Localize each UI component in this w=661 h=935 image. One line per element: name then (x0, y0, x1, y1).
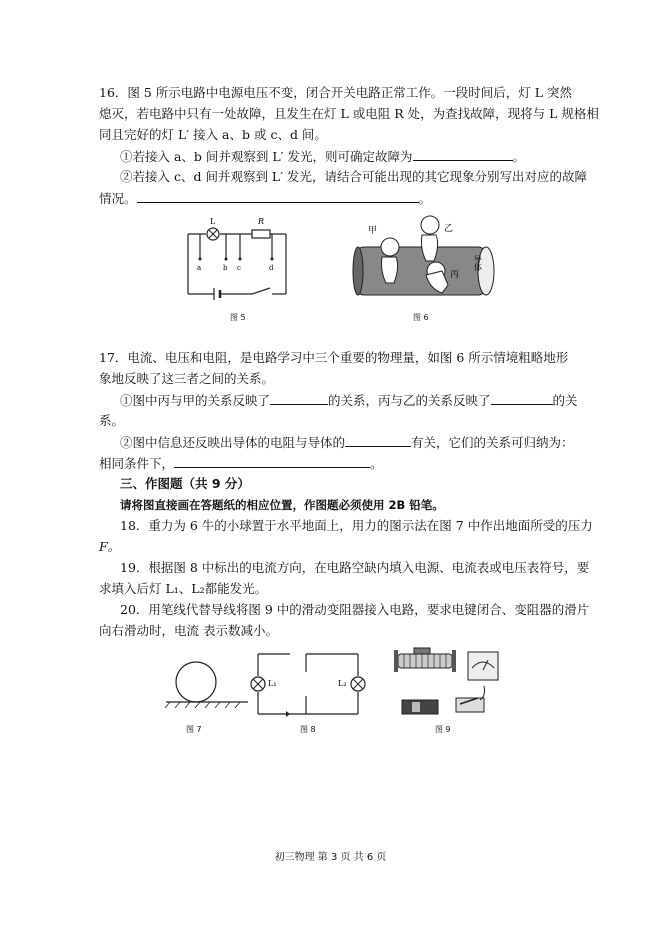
q16-part2-text: 情况。 (99, 191, 137, 206)
q16-line3: 同且完好的灯 L′ 接入 a、b 或 c、d 间。 (99, 127, 327, 142)
label-c: c (237, 264, 241, 272)
figure-8-caption: 图 8 (300, 725, 316, 734)
ball-icon (176, 662, 216, 702)
section-3-title: 三、作图题（共 9 分） (120, 476, 250, 491)
q17-text: ②图中信息还反映出导体的电阻与导体的 (120, 435, 346, 450)
label-a: a (197, 264, 202, 272)
figure-8-circuit (246, 650, 370, 720)
punct: 。 (370, 456, 383, 471)
q16-line4 (120, 148, 590, 165)
answer-blank[interactable] (491, 392, 553, 405)
figure-6-caption: 图 6 (413, 313, 429, 322)
q20-line1: 20．用笔线代替导线将图 9 中的滑动变阻器接入电路，要求电键闭合、变阻器的滑片 (120, 602, 590, 617)
q16-line6 (99, 190, 569, 207)
label-conductor: 导体 (473, 255, 483, 271)
figure-6-illustration (350, 205, 498, 305)
q16-line5: ②若接入 c、d 间并观察到 L′ 发光，请结合可能出现的其它现象分别写出对应的故障 (120, 169, 588, 184)
q17-line1: 17．电流、电压和电阻，是电路学习中三个重要的物理量，如图 6 所示情境粗略地形 (99, 350, 569, 365)
q18-line1: 18．重力为 6 牛的小球置于水平地面上，用力的图示法在图 7 中作出地面所受的压力 (120, 518, 593, 533)
figure-5-caption: 图 5 (230, 313, 246, 322)
q17-text: 有关，它们的关系可归纳为： (411, 435, 574, 450)
q17-text: 的关系，丙与乙的关系反映了 (328, 393, 491, 408)
answer-blank[interactable] (413, 148, 513, 161)
q17-text: ①图中丙与甲的关系反映了 (120, 393, 271, 408)
answer-blank[interactable] (137, 190, 419, 203)
q16-line2: 熄灭，若电路中只有一处故障，且发生在灯 L 或电阻 R 处，为查找故障，现将与 L 规格相 (99, 106, 599, 121)
resistor-icon (252, 230, 270, 238)
q17-line5 (120, 434, 590, 451)
label-L: L (210, 217, 216, 226)
figure-9-caption: 图 9 (435, 725, 451, 734)
figure-5-circuit (180, 212, 292, 304)
punct: 。 (418, 191, 432, 206)
q19-line1: 19．根据图 8 中标出的电流方向，在电路空缺内填入电源、电流表或电压表符号，要 (120, 560, 590, 575)
page-footer: 初三物理 第 3 页 共 6 页 (274, 852, 387, 863)
label-b: b (223, 264, 228, 272)
figure-7-caption: 图 7 (186, 725, 202, 734)
q20-line2: 向右滑动时，电流 表示数减小。 (99, 623, 278, 638)
q17-line3 (120, 392, 590, 409)
figure-7-ball-on-ground (162, 650, 252, 710)
q18-line2: F。 (99, 539, 121, 554)
q16-line1: 16．图 5 所示电路中电源电压不变，闭合开关电路正常工作。一段时间后，灯 L 突然 (99, 85, 573, 100)
q17-text: 相同条件下， (99, 456, 175, 471)
figure-9-apparatus (390, 646, 502, 722)
q16-part1-text: ①若接入 a、b 间并观察到 L′ 发光，则可确定故障为 (120, 149, 413, 164)
label-d: d (269, 264, 274, 272)
current-arrow-icon (286, 711, 290, 717)
q19-line2: 求填入后灯 L₁、L₂都能发光。 (99, 581, 268, 596)
label-R: R (258, 217, 265, 226)
q17-text: 的关 (552, 393, 578, 408)
q17-line6 (99, 455, 569, 472)
punct: 。 (512, 149, 526, 164)
q17-line4: 系。 (99, 413, 125, 428)
label-L2: L₂ (338, 679, 347, 688)
section-3-note: 请将图直接画在答题纸的相应位置，作图题必须使用 2B 铅笔。 (120, 498, 444, 512)
rheostat-icon (398, 654, 452, 668)
answer-blank[interactable] (174, 455, 370, 468)
answer-blank[interactable] (270, 392, 328, 405)
ammeter-icon (468, 652, 498, 680)
label-bing: 丙 (450, 270, 460, 280)
answer-blank[interactable] (345, 434, 411, 447)
q17-line2: 象地反映了这三者之间的关系。 (99, 371, 275, 386)
label-yi: 乙 (444, 224, 454, 234)
label-jia: 甲 (368, 226, 378, 236)
label-L1: L₁ (268, 679, 277, 688)
